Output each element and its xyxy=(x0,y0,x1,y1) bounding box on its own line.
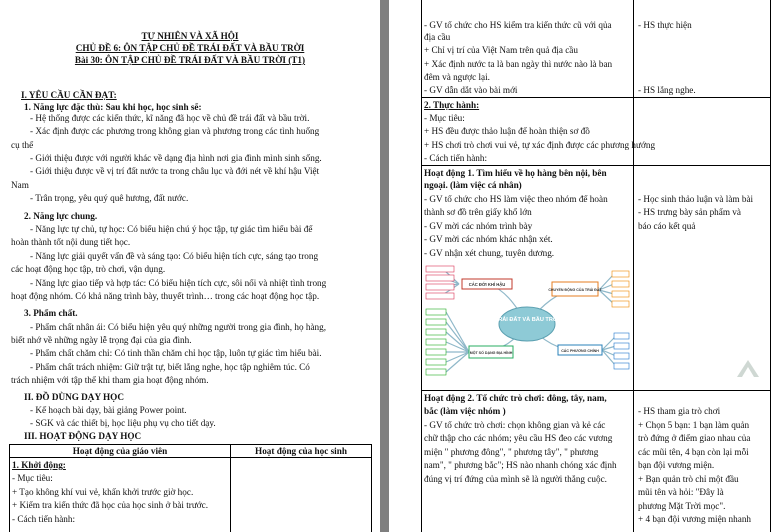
table-header-hs: Hoạt động của học sinh xyxy=(255,446,347,456)
mind-map-center-label: TRÁI ĐẤT VÀ BẦU TRỜI xyxy=(494,317,560,323)
table-text: - HS trưng bày sản phẩm và xyxy=(638,207,741,217)
table-text: chữ thập cho các nhóm; yêu cầu HS đeo các vương xyxy=(424,433,613,443)
body-line: trách nhiệm với tập thể khi tham gia hoạt động nhóm. xyxy=(11,375,209,385)
table-header-gv: Hoạt động của giáo viên xyxy=(72,446,168,456)
table-text: - HS thực hiện xyxy=(638,20,692,30)
row-rule xyxy=(421,165,771,166)
table-text: phương Mặt Trời mọc". xyxy=(638,501,726,511)
section-heading: III. HOẠT ĐỘNG DẠY HỌC xyxy=(24,431,142,441)
table-text: + Chỉ vị trí của Việt Nam trên quả địa cầu xyxy=(424,45,578,55)
theme-title: CHỦ ĐỀ 6: ÔN TẬP CHỦ ĐỀ TRÁI ĐẤT VÀ BẦU TRỜI xyxy=(75,43,305,53)
body-line: - Phẩm chất nhân ái: Có biểu hiện yêu quý những người trong gia đình, họ hàng, xyxy=(30,322,327,332)
body-line: cụ thể xyxy=(11,140,34,150)
table-text: báo cáo kết quả xyxy=(638,221,696,231)
table-border-right xyxy=(770,0,771,532)
table-text: trò đứng ở điểm giao nhau của xyxy=(638,433,751,443)
lesson-title: Bài 30: ÔN TẬP CHỦ ĐỀ TRÁI ĐẤT VÀ BẦU TRỜI (T1) xyxy=(74,55,306,65)
table-text: - Mục tiêu: xyxy=(12,473,53,483)
table-text: - GV tổ chức cho HS làm việc theo nhóm để hoàn xyxy=(424,194,608,204)
table-text: đúng vị trí đứng của mình sẽ là người thắng cuộc. xyxy=(424,474,607,484)
subsection-heading: 1. Năng lực đặc thù: Sau khi học, học sinh sẽ: xyxy=(24,102,202,112)
body-line: - Năng lực giải quyết vấn đề và sáng tạo: Có biểu hiện tích cực, sáng tạo trong xyxy=(30,251,319,261)
table-text: mũi tên và hỏi: "Đây là xyxy=(638,487,724,497)
body-line: - Phẩm chất chăm chỉ: Có tinh thần chăm chỉ học tập, luôn tự giác tìm hiểu bài. xyxy=(30,348,322,358)
table-text: - GV mời các nhóm trình bày xyxy=(424,221,533,231)
table-text: + HS chơi trò chơi vui vẻ, tự xác định được các phương hướng xyxy=(424,140,656,150)
body-line: Nam xyxy=(11,180,29,190)
table-text: + Tạo không khí vui vẻ, khấn khởi trước giờ học. xyxy=(12,487,194,497)
mind-map-node: CHUYỂN ĐỘNG CỦA TRÁI ĐẤT xyxy=(548,288,602,292)
table-text: bắc (làm việc nhóm ) xyxy=(424,406,506,416)
body-line: hoạt động nhóm. Có khả năng trình bày, thuyết trình… trong các hoạt động học tập. xyxy=(11,291,320,301)
table-text: + Bạn quản trò chỉ một đầu xyxy=(638,474,739,484)
section-heading: II. ĐỒ DÙNG DẠY HỌC xyxy=(24,392,124,402)
table-text: các mũi tên, 4 bạn còn lại mỗi xyxy=(638,447,749,457)
table-text: đêm và ngược lại. xyxy=(424,72,490,82)
table-text: - GV nhận xét chung, tuyên dương. xyxy=(424,248,555,258)
table-text: Hoạt động 2. Tổ chức trò chơi: đông, tây, nam, xyxy=(424,393,607,403)
mind-map-diagram xyxy=(424,262,631,386)
body-line: - Kế hoạch bài dạy, bài giảng Power point. xyxy=(30,405,187,415)
row-rule xyxy=(421,390,771,391)
table-text: - GV mời các nhóm khác nhận xét. xyxy=(424,234,553,244)
table-text: địa cầu xyxy=(424,32,451,42)
table-text: + Chọn 5 bạn: 1 bạn làm quản xyxy=(638,420,750,430)
table-text: - HS tham gia trò chơi xyxy=(638,406,721,416)
subsection-heading: 2. Năng lực chung. xyxy=(24,211,98,221)
table-divider xyxy=(633,0,634,532)
body-line: - Năng lực tự chủ, tự học: Có biểu hiện chú ý học tập, tự giác tìm hiểu bài để xyxy=(30,224,313,234)
table-text: - Cách tiến hành: xyxy=(424,153,488,163)
body-line: - Phẩm chất trách nhiệm: Giữ trật tự, biết lắng nghe, học tập nghiêm túc. Có xyxy=(30,362,310,372)
table-text: - GV tổ chức cho HS kiểm tra kiến thức cũ với qủa xyxy=(424,20,612,30)
left-page xyxy=(0,0,380,532)
table-border-left xyxy=(421,0,422,532)
mind-map-node: CÁC ĐỚI KHÍ HẬU xyxy=(468,282,506,287)
table-text: - Học sinh thảo luận và làm bài xyxy=(638,194,754,204)
table-text: - HS lắng nghe. xyxy=(638,85,696,95)
table-text: ngoại. (làm việc cá nhân) xyxy=(424,180,522,190)
body-line: - Hệ thống được các kiến thức, kĩ năng đã học về chủ đề trái đất và bầu trời. xyxy=(30,113,310,123)
body-line: - Giới thiệu được về vị trí đất nước ta trong châu lục và đới nét về khí hậu Việt xyxy=(30,166,320,176)
table-text: bạn đội vương miện. xyxy=(638,460,715,470)
table-text: miện " phương đông", " phương tây", " phương xyxy=(424,447,599,457)
body-line: - SGK và các thiết bị, học liệu phụ vụ cho tiết dạy. xyxy=(30,418,216,428)
right-page xyxy=(389,0,779,532)
row-rule xyxy=(421,97,771,98)
table-text: + Xác định nước ta là ban ngày thì nước nào là ban xyxy=(424,59,613,69)
body-line: - Xác định được các phương trong không gian và phương trong các tình huống xyxy=(30,126,320,136)
mind-map-node: MỘT SỐ DẠNG ĐỊA HÌNH xyxy=(469,351,513,355)
subject-title: TỰ NHIÊN VÀ XÃ HỘI xyxy=(141,31,239,41)
table-text: Hoạt động 1. Tìm hiểu về họ hàng bên nội, bên xyxy=(424,168,607,178)
body-line: - Giới thiệu được với người khác về dạng địa hình nơi gia đình mình sinh sống. xyxy=(30,153,322,163)
body-line: các hoạt động học tập, trò chơi, vận dụng. xyxy=(11,264,166,274)
table-text: - GV dẫn dắt vào bài mới xyxy=(424,85,518,95)
table-text: 1. Khởi động: xyxy=(12,460,66,470)
table-text: - Mục tiêu: xyxy=(424,113,465,123)
table-text: nam", " phương bắc"; HS nào nhanh chóng xác định xyxy=(424,460,617,470)
section-heading: I. YÊU CẦU CẦN ĐẠT: xyxy=(21,90,117,100)
body-line: - Năng lực giao tiếp và hợp tác: Có biểu hiện tích cực, sôi nổi và nhiệt tình trong xyxy=(30,278,327,288)
table-text: + HS đều được thảo luận để hoàn thiện sơ đồ xyxy=(424,126,590,136)
subsection-heading: 3. Phẩm chất. xyxy=(24,308,78,318)
watermark-logo-icon xyxy=(734,355,762,383)
table-text: + 4 bạn đội vương miện nhanh xyxy=(638,514,752,524)
table-text: 2. Thực hành: xyxy=(424,100,480,110)
body-line: hoàn thành tốt nội dung tiết học. xyxy=(11,237,131,247)
table-text: - GV tổ chức trò chơi: chọn không gian và kẻ các xyxy=(424,420,606,430)
table-text: - Cách tiến hành: xyxy=(12,514,76,524)
body-line: biết nhớ về những ngày lễ trọng đại của gia đình. xyxy=(11,335,192,345)
table-text: + Kiểm tra kiến thức đã học của học sinh ở bài trước. xyxy=(12,500,209,510)
mind-map-node: CÁC PHƯƠNG CHÍNH xyxy=(561,349,599,353)
table-text: thành sơ đồ trên giấy khổ lớn xyxy=(424,207,532,217)
body-line: - Trân trọng, yêu quý quê hương, đất nước. xyxy=(30,193,189,203)
